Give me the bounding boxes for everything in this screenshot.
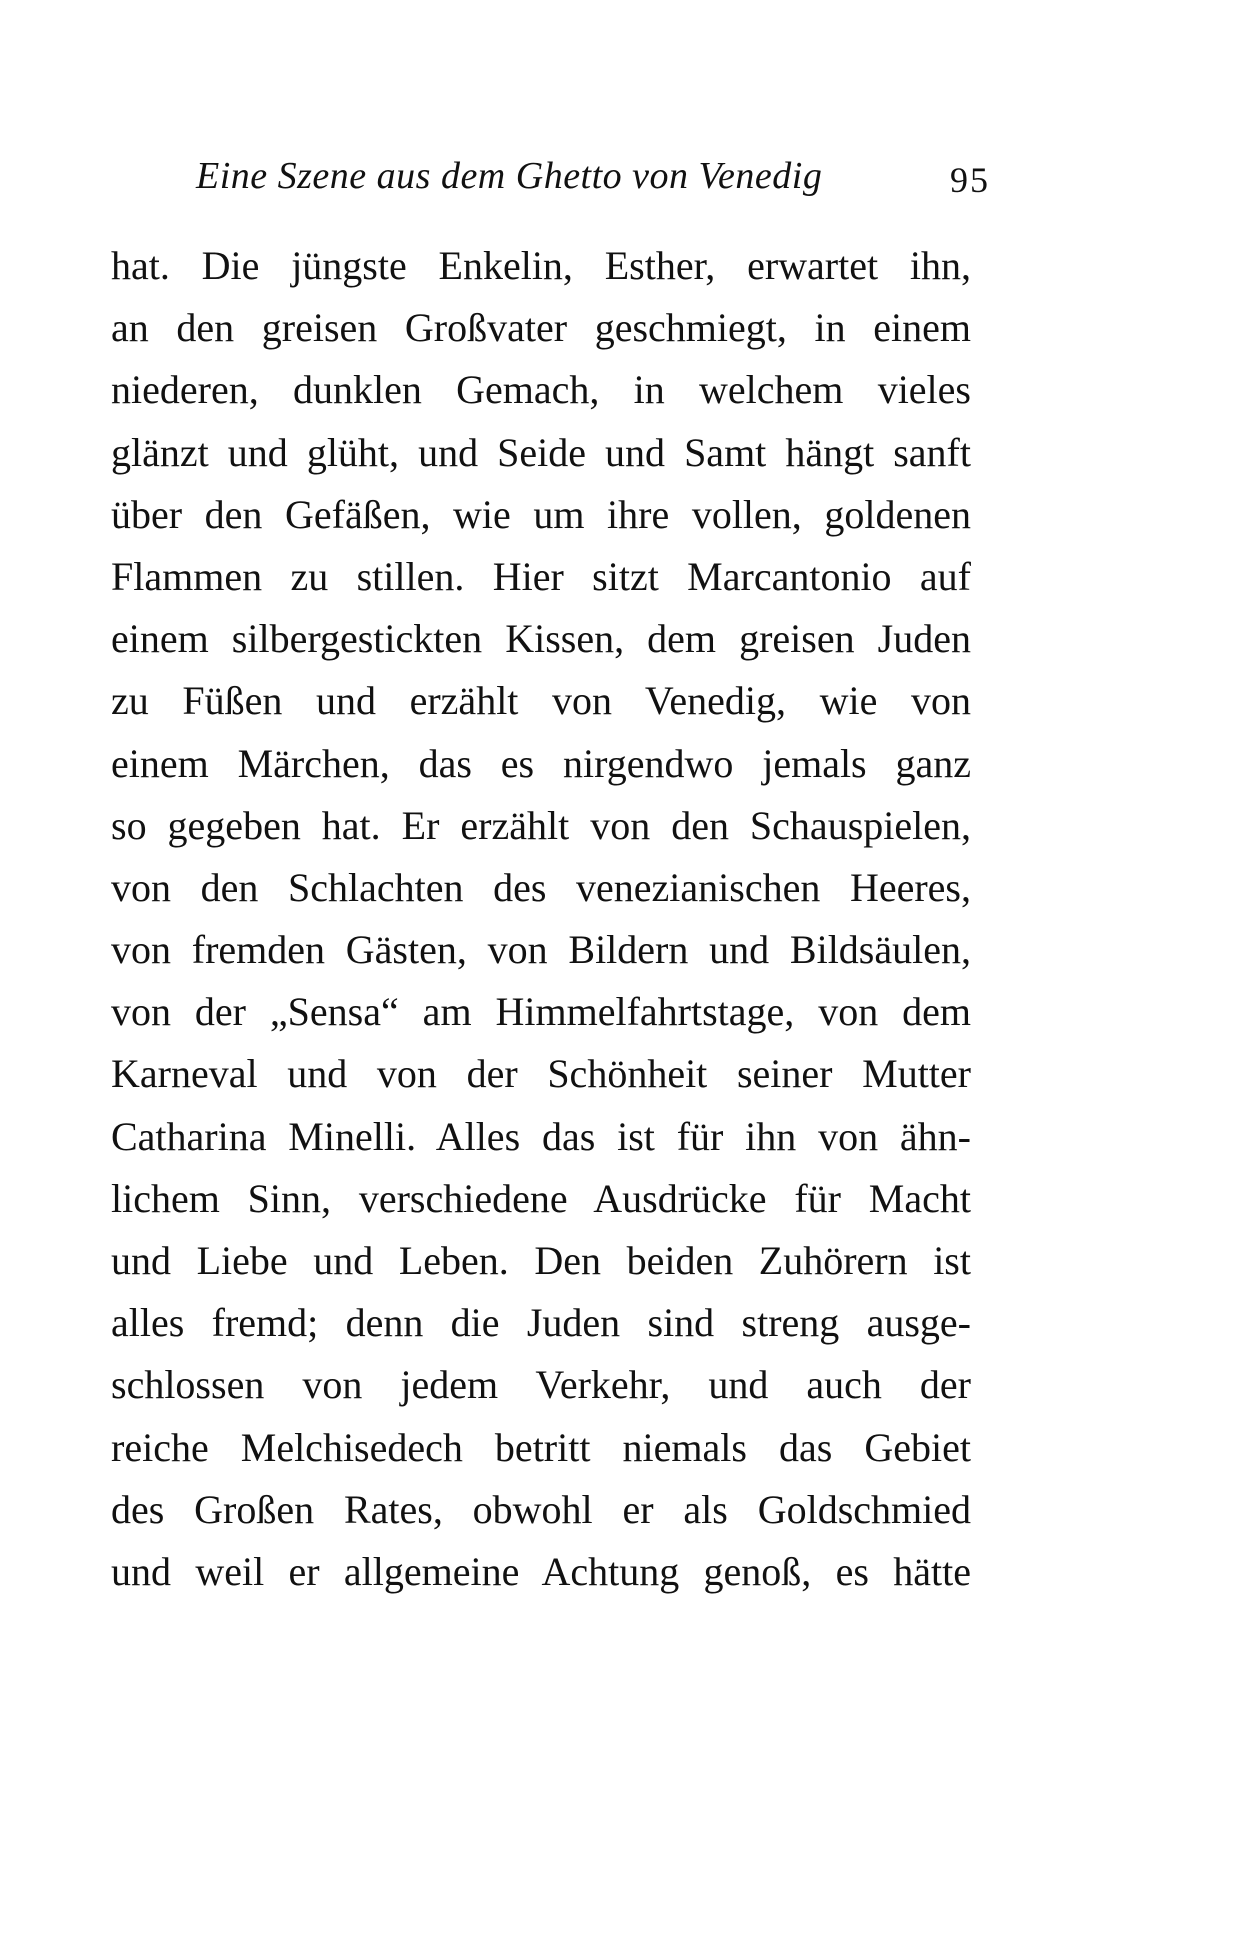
text-line: hat. Die jüngste Enkelin, Esther, erwartet ihn, [111, 243, 971, 288]
text-line: einem silbergestickten Kissen, dem greisen Juden [111, 616, 971, 662]
text-line: Karneval und von der Schönheit seiner Mutter [111, 1051, 971, 1097]
text-line: glänzt und glüht, und Seide und Samt hängt sanft [111, 429, 971, 475]
text-line: reiche Melchisedech betritt niemals das Gebiet [111, 1424, 971, 1470]
text-line: von der „Sensa“ am Himmelfahrtstage, von dem [111, 989, 971, 1035]
text-line: von fremden Gästen, von Bildern und Bildsäulen, [111, 927, 971, 973]
text-line: und Liebe und Leben. Den beiden Zuhörern ist [111, 1238, 971, 1283]
page-number: 95 [950, 160, 990, 200]
text-line: niederen, dunklen Gemach, in welchem vieles [111, 367, 971, 413]
text-line: so gegeben hat. Er erzählt von den Schauspielen, [111, 802, 971, 848]
running-head [196, 152, 990, 200]
text-line: und weil er allgemeine Achtung genoß, es hätte [111, 1548, 971, 1594]
text-line: lichem Sinn, verschiedene Ausdrücke für Macht [111, 1175, 971, 1221]
text-line: von den Schlachten des venezianischen Heeres, [111, 864, 971, 910]
text-line: zu Füßen und erzählt von Venedig, wie von [111, 678, 971, 724]
running-title: Eine Szene aus dem Ghetto von Venedig [196, 155, 823, 197]
text-line: schlossen von jedem Verkehr, und auch der [111, 1362, 971, 1408]
text-line: Catharina Minelli. Alles das ist für ihn von ähn- [111, 1113, 971, 1159]
text-line: des Großen Rates, obwohl er als Goldschmied [111, 1486, 971, 1532]
text-line: über den Gefäßen, wie um ihre vollen, goldenen [111, 491, 971, 537]
text-line: alles fremd; denn die Juden sind streng ausge- [111, 1300, 971, 1346]
text-line: einem Märchen, das es nirgendwo jemals ganz [111, 740, 971, 786]
body-text [111, 235, 971, 1603]
text-line: Flammen zu stillen. Hier sitzt Marcantonio auf [111, 553, 971, 599]
text-line: an den greisen Großvater geschmiegt, in einem [111, 305, 971, 351]
